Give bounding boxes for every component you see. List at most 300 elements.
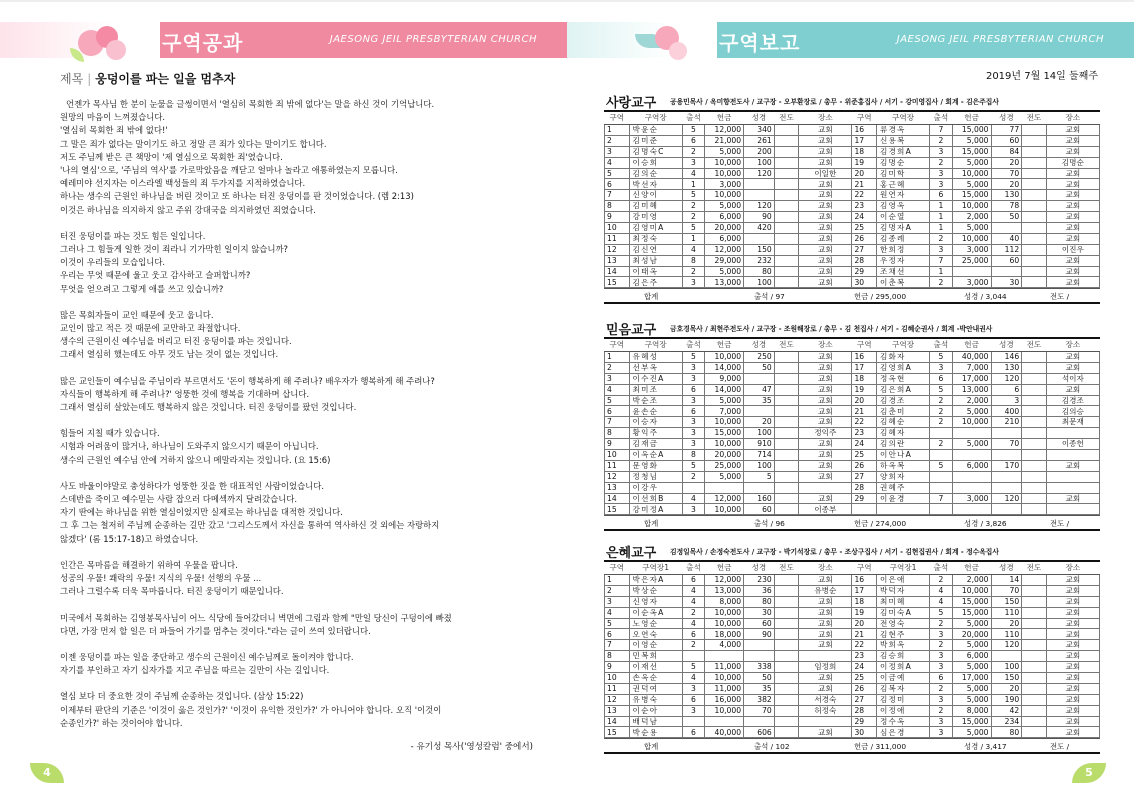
table-cell: 5 xyxy=(605,168,630,179)
table-cell xyxy=(682,716,705,727)
table-cell: 교회 xyxy=(1046,662,1099,673)
table-cell xyxy=(1022,482,1047,493)
table-cell: 김영희A xyxy=(876,362,929,373)
table-cell: 15,000 xyxy=(952,716,991,727)
table-cell: 5,000 xyxy=(952,662,991,673)
table-cell: 20,000 xyxy=(705,450,744,461)
table-cell: 2 xyxy=(605,135,630,146)
table-cell: 21 xyxy=(852,629,877,640)
table-cell: 김명순 xyxy=(1046,157,1099,168)
table-cell: 교회 xyxy=(1046,168,1099,179)
sermon-paragraph: 많은 목회자들이 교인 때문에 웃고 웁니다. 교인이 많고 적은 것 때문에 교만하고 좌절합니다. 생수의 근원이신 예수님을 버리고 터진 웅덩이를 파는 것입니다. 그래서 열심히 했는데도 아무 것도 남는 것이 없는 것입니다. xyxy=(60,309,292,360)
table-cell: 70 xyxy=(991,585,1022,596)
table-cell: 19 xyxy=(852,157,877,168)
table-cell: 4 xyxy=(682,244,705,255)
sermon-body xyxy=(60,98,535,743)
table-cell: 17 xyxy=(852,362,877,373)
table-cell: 10,000 xyxy=(952,168,991,179)
table-cell xyxy=(991,223,1022,234)
table-row xyxy=(605,596,1100,607)
table-cell xyxy=(1022,373,1047,384)
table-cell: 최정숙 xyxy=(629,233,682,244)
table-cell: 강미영 xyxy=(629,212,682,223)
column-header: 장소 xyxy=(1046,339,1099,352)
table-cell: 84 xyxy=(991,146,1022,157)
column-header: 장소 xyxy=(1046,112,1099,125)
table-cell: 18 xyxy=(852,596,877,607)
table-cell: 이은애 xyxy=(876,575,929,586)
table-cell xyxy=(774,417,799,428)
table-cell: 7 xyxy=(605,190,630,201)
table-cell: 120 xyxy=(744,168,775,179)
table-cell: 김경조 xyxy=(1046,395,1099,406)
table-cell: 2,000 xyxy=(952,575,991,586)
right-banner xyxy=(567,22,1134,58)
table-cell: 24 xyxy=(852,662,877,673)
table-cell xyxy=(952,471,991,482)
table-cell: 교회 xyxy=(799,135,852,146)
subject-label: 제목 xyxy=(60,72,84,86)
table-cell: 3 xyxy=(682,373,705,384)
table-cell: 70 xyxy=(744,705,775,716)
table-cell: 10,000 xyxy=(952,233,991,244)
table-cell xyxy=(1022,471,1047,482)
table-cell: 교회 xyxy=(1046,179,1099,190)
table-cell: 19 xyxy=(852,607,877,618)
table-cell: 10 xyxy=(605,673,630,684)
column-header: 출석 xyxy=(930,112,953,125)
table-cell: 60 xyxy=(744,618,775,629)
table-cell: 3 xyxy=(930,716,953,727)
table-cell: 100 xyxy=(744,428,775,439)
table-cell: 교회 xyxy=(799,352,852,363)
table-cell: 6 xyxy=(682,135,705,146)
table-cell: 120 xyxy=(991,640,1022,651)
table-cell: 338 xyxy=(744,662,775,673)
table-cell: 2 xyxy=(930,575,953,586)
table-cell: 교회 xyxy=(1046,629,1099,640)
table-cell xyxy=(774,629,799,640)
sermon-subject: 제목 | 웅덩이를 파는 일을 멈추자 xyxy=(60,72,236,86)
column-header: 장소 xyxy=(1046,562,1099,575)
table-cell: 2 xyxy=(930,683,953,694)
table-cell: 25,000 xyxy=(952,255,991,266)
table-cell: 11 xyxy=(605,233,630,244)
table-cell xyxy=(774,266,799,277)
table-cell: 12 xyxy=(605,471,630,482)
table-cell: 29 xyxy=(852,266,877,277)
district-staff: 김정일목사 / 손정숙전도사 / 교구장 - 박기석장로 / 총무 - 조상구집사 / 서기 - 김현집권사 / 회계 - 정수옥집사 xyxy=(670,548,999,556)
table-cell xyxy=(774,395,799,406)
table-cell: 교회 xyxy=(799,471,852,482)
table-cell: 최미혜 xyxy=(876,596,929,607)
table-cell: 15 xyxy=(605,504,630,515)
table-cell: 25 xyxy=(852,673,877,684)
table-cell xyxy=(774,362,799,373)
table-cell: 90 xyxy=(744,212,775,223)
table-cell: 15,000 xyxy=(952,146,991,157)
table-cell: 김은주 xyxy=(629,277,682,288)
table-cell: 유병순 xyxy=(799,585,852,596)
sermon-paragraph: 사도 바울이야말로 충성하다가 엉뚱한 짓을 한 대표적인 사람이었습니다. 스데반을 죽이고 예수믿는 사람 잡으러 다메섹까지 달려갔습니다. 자기 딴에는 하나님을 위한 열심이었지만 실제로는 하나님을 대적한 것입니다. 그 후 그는 철저히 주님께 순종하는 길만 갔고 '그리스도께서 자신을 통하여 역사하신 것 외에는 자랑하지 않겠다' (롬 15:17-18)고 하였습니다. xyxy=(60,480,440,544)
table-cell: 교회 xyxy=(1046,493,1099,504)
table-cell: 교회 xyxy=(1046,255,1099,266)
sermon-paragraph: 인간은 목마름을 해결하기 위하여 우물을 팝니다. 성공의 우물! 쾌락의 우물! 지식의 우물! 선행의 우물 ... 그러나 그럴수록 더욱 목마릅니다. 터진 웅덩이기 때문입니다. xyxy=(60,559,284,597)
table-cell xyxy=(705,716,744,727)
table-cell: 교회 xyxy=(799,683,852,694)
table-cell: 5,000 xyxy=(952,223,991,234)
table-cell: 김영미A xyxy=(629,223,682,234)
table-cell: 6 xyxy=(682,384,705,395)
attendance-table xyxy=(604,562,1100,738)
table-cell xyxy=(1022,460,1047,471)
table-cell: 14 xyxy=(605,716,630,727)
table-cell: 한희정 xyxy=(876,244,929,255)
table-cell xyxy=(1046,504,1099,515)
table-cell: 교회 xyxy=(799,157,852,168)
table-cell: 3,000 xyxy=(705,179,744,190)
column-header: 전도 xyxy=(774,339,799,352)
table-cell: 3 xyxy=(930,179,953,190)
table-cell: 10,000 xyxy=(952,417,991,428)
table-cell xyxy=(744,373,775,384)
column-header: 구역 xyxy=(605,339,630,352)
district-name: 사랑교구 xyxy=(606,96,657,111)
table-cell: 교회 xyxy=(1046,266,1099,277)
table-cell: 40,000 xyxy=(705,727,744,738)
table-cell: 교회 xyxy=(1046,135,1099,146)
table-cell: 5 xyxy=(682,662,705,673)
table-cell xyxy=(1022,201,1047,212)
table-cell: 30 xyxy=(852,727,877,738)
column-header: 구역장1 xyxy=(876,562,929,575)
table-cell: 13 xyxy=(605,482,630,493)
table-cell: 민복희 xyxy=(629,651,682,662)
table-cell: 3,000 xyxy=(952,277,991,288)
table-cell: 교회 xyxy=(799,439,852,450)
table-cell: 교회 xyxy=(1046,190,1099,201)
table-cell xyxy=(1022,417,1047,428)
table-cell: 112 xyxy=(991,244,1022,255)
table-cell: 허정숙 xyxy=(799,705,852,716)
table-cell: 29 xyxy=(852,493,877,504)
table-cell: 2 xyxy=(682,146,705,157)
table-cell: 50 xyxy=(991,212,1022,223)
table-cell: 5 xyxy=(682,190,705,201)
table-cell xyxy=(799,482,852,493)
table-cell: 교회 xyxy=(1046,673,1099,684)
table-cell xyxy=(774,585,799,596)
table-cell xyxy=(774,673,799,684)
column-header: 출석 xyxy=(682,112,705,125)
table-cell xyxy=(774,450,799,461)
table-cell: 이안나A xyxy=(876,450,929,461)
table-cell: 5,000 xyxy=(705,395,744,406)
table-cell: 420 xyxy=(744,223,775,234)
table-cell: 교회 xyxy=(1046,277,1099,288)
table-cell: 3 xyxy=(930,629,953,640)
table-cell: 김신연 xyxy=(629,244,682,255)
table-cell xyxy=(774,233,799,244)
table-cell xyxy=(744,179,775,190)
table-cell xyxy=(774,277,799,288)
table-cell xyxy=(1022,223,1047,234)
table-cell: 5 xyxy=(682,460,705,471)
table-row xyxy=(605,662,1100,673)
table-cell: 이승자 xyxy=(629,417,682,428)
table-cell: 6 xyxy=(930,673,953,684)
table-cell: 2 xyxy=(930,439,953,450)
table-cell xyxy=(774,384,799,395)
table-cell xyxy=(1022,640,1047,651)
table-cell: 4,000 xyxy=(705,640,744,651)
table-cell: 손옥순 xyxy=(629,673,682,684)
table-cell xyxy=(744,716,775,727)
table-cell xyxy=(774,504,799,515)
table-cell: 6 xyxy=(682,694,705,705)
totals-row xyxy=(604,515,1100,531)
table-cell: 서경숙 xyxy=(799,694,852,705)
column-header: 전도 xyxy=(774,112,799,125)
table-row xyxy=(605,168,1100,179)
table-cell xyxy=(774,618,799,629)
table-cell: 14 xyxy=(991,575,1022,586)
column-header: 성경 xyxy=(991,562,1022,575)
table-cell: 교회 xyxy=(799,607,852,618)
table-row xyxy=(605,705,1100,716)
table-cell: 이종헌 xyxy=(1046,439,1099,450)
table-cell: 교회 xyxy=(799,450,852,461)
section-title: 구역보고 xyxy=(719,31,801,55)
table-cell: 14 xyxy=(605,266,630,277)
table-cell: 5,000 xyxy=(705,471,744,482)
district-section xyxy=(604,317,1100,531)
table-cell: 23 xyxy=(852,428,877,439)
table-cell: 교회 xyxy=(799,575,852,586)
table-cell: 박상순 xyxy=(629,585,682,596)
table-cell: 5 xyxy=(605,395,630,406)
table-cell xyxy=(1022,406,1047,417)
table-cell xyxy=(1046,482,1099,493)
table-cell: 3 xyxy=(930,362,953,373)
table-cell: 교회 xyxy=(799,384,852,395)
table-cell: 23 xyxy=(852,651,877,662)
table-cell: 4 xyxy=(682,618,705,629)
table-cell: 최미조 xyxy=(629,384,682,395)
table-cell xyxy=(744,406,775,417)
table-cell: 5,000 xyxy=(952,406,991,417)
table-cell: 2 xyxy=(605,585,630,596)
column-header: 성경 xyxy=(991,112,1022,125)
table-cell: 12,000 xyxy=(705,575,744,586)
table-row xyxy=(605,146,1100,157)
table-cell: 1 xyxy=(930,201,953,212)
total-label: 합계 xyxy=(644,519,659,529)
table-cell: 교회 xyxy=(799,266,852,277)
table-cell xyxy=(1022,493,1047,504)
table-cell: 박순조 xyxy=(629,395,682,406)
table-cell: 7 xyxy=(605,640,630,651)
table-cell: 2 xyxy=(930,233,953,244)
table-cell: 이정애 xyxy=(876,705,929,716)
table-cell xyxy=(1046,428,1099,439)
table-cell xyxy=(1022,673,1047,684)
table-cell: 6 xyxy=(930,190,953,201)
column-header: 출석 xyxy=(930,339,953,352)
table-cell: 박윤순 xyxy=(629,125,682,136)
table-cell: 교회 xyxy=(799,727,852,738)
church-name: JAESONG JEIL PRESBYTERIAN CHURCH xyxy=(896,34,1104,45)
table-cell: 25 xyxy=(852,450,877,461)
table-cell: 김정미 xyxy=(876,694,929,705)
table-cell: 50 xyxy=(744,362,775,373)
table-cell xyxy=(774,135,799,146)
table-cell: 10,000 xyxy=(705,439,744,450)
column-header: 헌금 xyxy=(952,339,991,352)
table-cell: 6 xyxy=(682,575,705,586)
table-cell: 임정희 xyxy=(799,662,852,673)
table-cell: 강미정A xyxy=(629,504,682,515)
table-cell: 14,000 xyxy=(705,362,744,373)
table-cell: 13 xyxy=(605,705,630,716)
table-cell: 2 xyxy=(930,618,953,629)
column-header: 성경 xyxy=(991,339,1022,352)
table-row xyxy=(605,362,1100,373)
table-cell: 15,000 xyxy=(952,596,991,607)
column-header: 헌금 xyxy=(705,562,744,575)
subject-text: 웅덩이를 파는 일을 멈추자 xyxy=(95,72,236,86)
table-cell: 12 xyxy=(605,694,630,705)
table-cell: 20 xyxy=(991,683,1022,694)
table-cell: 2 xyxy=(930,157,953,168)
table-cell: 210 xyxy=(991,417,1022,428)
table-cell xyxy=(952,266,991,277)
table-cell: 교회 xyxy=(1046,694,1099,705)
sermon-paragraph: 터진 웅덩이를 파는 것도 힘든 일입니다. 그러나 그 힘들게 일한 것이 죄라니 기가막힌 일이지 않습니까? 이것이 우리들의 모습입니다. 우리는 무엇 때문에 울고 웃고 감사하고 슬퍼합니까? 무엇을 얻으려고 그렇게 애를 쓰고 있습니까? xyxy=(60,230,288,294)
table-cell: 석이자 xyxy=(1046,373,1099,384)
table-row xyxy=(605,406,1100,417)
table-cell xyxy=(1022,212,1047,223)
district-staff: 금호경목사 / 최현주전도사 / 교구장 - 조원해장로 / 총무 - 김 천집사 / 서기 - 김혜순권사 / 회계 -박안내권사 xyxy=(670,325,993,333)
table-cell: 5,000 xyxy=(952,727,991,738)
table-row xyxy=(605,716,1100,727)
table-cell: 40,000 xyxy=(952,352,991,363)
table-cell: 15 xyxy=(605,727,630,738)
table-cell: 12,000 xyxy=(705,244,744,255)
table-cell: 교회 xyxy=(1046,212,1099,223)
table-cell: 22 xyxy=(852,640,877,651)
table-cell: 김복자 xyxy=(876,683,929,694)
table-cell xyxy=(1022,244,1047,255)
table-cell: 11,000 xyxy=(705,662,744,673)
table-cell xyxy=(744,640,775,651)
district-staff: 공용민목사 / 옥미향전도사 / 교구장 - 오부환장로 / 총무 - 위준홍집사 / 서기 - 강미영집사 / 회계 - 김은주집사 xyxy=(670,98,999,106)
table-cell: 교회 xyxy=(799,373,852,384)
table-row xyxy=(605,673,1100,684)
table-cell xyxy=(1022,450,1047,461)
table-cell xyxy=(774,179,799,190)
district-name: 믿음교구 xyxy=(606,323,657,338)
table-cell: 이순아 xyxy=(629,705,682,716)
table-cell xyxy=(682,651,705,662)
table-cell: 232 xyxy=(744,255,775,266)
column-header: 구역 xyxy=(852,112,877,125)
table-cell xyxy=(774,727,799,738)
table-cell: 25,000 xyxy=(705,460,744,471)
table-cell xyxy=(774,406,799,417)
column-header: 성경 xyxy=(744,339,775,352)
table-cell: 1 xyxy=(605,125,630,136)
district-header xyxy=(604,317,1100,339)
table-cell: 10 xyxy=(605,223,630,234)
table-cell: 교회 xyxy=(799,406,852,417)
table-cell xyxy=(774,460,799,471)
table-cell: 382 xyxy=(744,694,775,705)
table-cell: 16,000 xyxy=(705,694,744,705)
table-cell: 35 xyxy=(744,683,775,694)
table-cell: 8 xyxy=(605,651,630,662)
table-cell: 4 xyxy=(682,493,705,504)
table-cell: 이일한 xyxy=(799,168,852,179)
table-header-row xyxy=(605,112,1100,125)
table-cell xyxy=(991,651,1022,662)
table-cell: 9 xyxy=(605,662,630,673)
table-cell: 130 xyxy=(991,190,1022,201)
table-cell xyxy=(1022,428,1047,439)
table-cell xyxy=(744,233,775,244)
table-row xyxy=(605,450,1100,461)
table-cell: 18 xyxy=(852,146,877,157)
table-cell: 교회 xyxy=(799,125,852,136)
table-cell: 김경조 xyxy=(876,395,929,406)
table-cell: 120 xyxy=(991,493,1022,504)
table-cell xyxy=(1046,471,1099,482)
column-header: 장소 xyxy=(799,562,852,575)
column-header: 전도 xyxy=(1022,112,1047,125)
table-cell: 2 xyxy=(682,212,705,223)
table-cell: 2,000 xyxy=(952,212,991,223)
table-cell: 100 xyxy=(744,157,775,168)
table-cell: 3 xyxy=(682,683,705,694)
totals-row xyxy=(604,288,1100,304)
total-evangelism: 전도 / xyxy=(1050,742,1070,752)
table-cell: 교회 xyxy=(799,233,852,244)
table-cell: 17,000 xyxy=(952,673,991,684)
table-cell: 10,000 xyxy=(705,352,744,363)
table-cell: 15,000 xyxy=(952,190,991,201)
table-cell xyxy=(1022,362,1047,373)
table-row xyxy=(605,135,1100,146)
church-name: JAESONG JEIL PRESBYTERIAN CHURCH xyxy=(329,34,537,45)
table-cell xyxy=(991,504,1022,515)
table-cell: 3 xyxy=(991,395,1022,406)
table-cell: 교회 xyxy=(1046,125,1099,136)
table-cell: 30 xyxy=(991,277,1022,288)
table-cell xyxy=(1022,233,1047,244)
table-cell: 606 xyxy=(744,727,775,738)
table-cell: 110 xyxy=(991,607,1022,618)
table-cell xyxy=(1022,352,1047,363)
table-cell: 3,000 xyxy=(952,244,991,255)
table-cell xyxy=(774,223,799,234)
table-cell: 교회 xyxy=(1046,727,1099,738)
table-cell xyxy=(930,504,953,515)
table-row xyxy=(605,233,1100,244)
table-cell xyxy=(774,716,799,727)
table-cell: 교회 xyxy=(799,629,852,640)
table-cell: 261 xyxy=(744,135,775,146)
table-cell: 42 xyxy=(991,705,1022,716)
